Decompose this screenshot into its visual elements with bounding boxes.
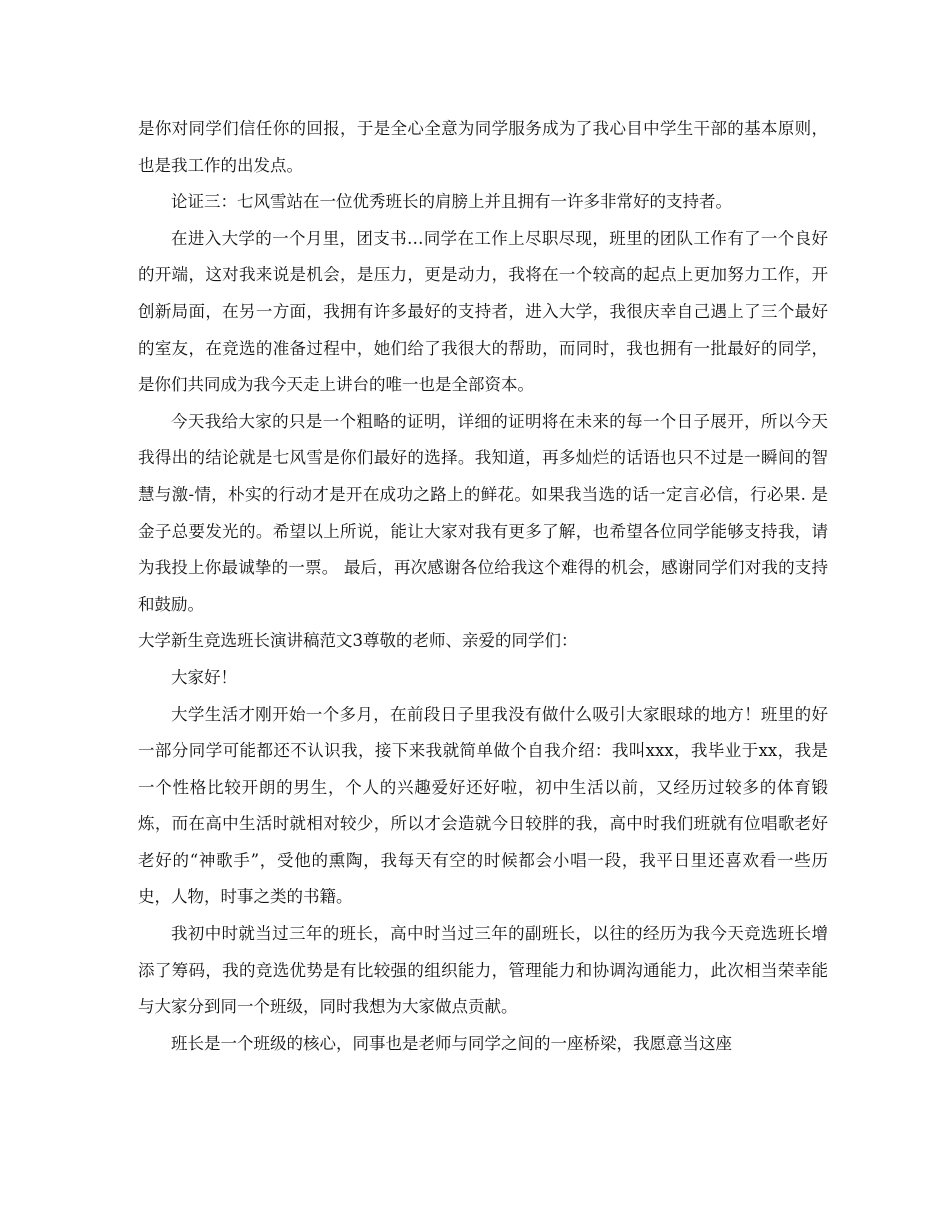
greeting: 大家好！ [171, 667, 237, 687]
paragraph-2: 论证三：七风雪站在一位优秀班长的肩膀上并且拥有一许多非常好的支持者。 [171, 192, 732, 212]
paragraph-3: 在进入大学的一个月里，团支书…同学在工作上尽职尽现，班里的团队工作有了一个良好的开端，这对我来说是机会，是压力，更是动力，我将在一个较高的起点上更加努力工作，开创新局面，在另一方面，我拥有许多最好的支持者，进入大学，我很庆幸自己遇上了三个最好的室友，在竞选的准备过程中，她们给了我很大的帮助，而同时，我也拥有一批最好的同学，是你们共同成为我今天走上讲台的唯一也是全部资本。 [138, 228, 828, 395]
paragraph-1: 是你对同学们信任你的回报，于是全心全意为同学服务成为了我心目中学生干部的基本原则，也是我工作的出发点。 [138, 119, 828, 175]
paragraph-6: 我初中时就当过三年的班长，高中时当过三年的副班长，以往的经历为我今天竞选班长增添了筹码，我的竞选优势是有比较强的组织能力，管理能力和协调沟通能力，此次相当荣幸能与大家分到同一个班级，同时我想为大家做点贡献。 [138, 924, 828, 1017]
paragraph-5: 大学生活才刚开始一个多月，在前段日子里我没有做什么吸引大家眼球的地方！班里的好一部分同学可能都还不认识我，接下来我就简单做个自我介绍：我叫xxx，我毕业于xx，我是一个性格比较开朗的男生，个人的兴趣爱好还好啦，初中生活以前，又经历过较多的体育锻炼，而在高中生活时就相对较少，所以才会造就今日较胖的我，高中时我们班就有位唱歌老好老好的“神歌手”，受他的熏陶，我每天有空的时候都会小唱一段，我平日里还喜欢看一些历史，人物，时事之类的书籍。 [138, 704, 828, 907]
section-heading: 大学新生竞选班长演讲稿范文3尊敬的老师、亲爱的同学们： [138, 631, 578, 651]
document-body [138, 111, 828, 1062]
paragraph-4: 今天我给大家的只是一个粗略的证明，详细的证明将在未来的每一个日子展开，所以今天我得出的结论就是七风雪是你们最好的选择。我知道，再多灿烂的话语也只不过是一瞬间的智慧与激-情，朴实的行动才是开在成功之路上的鲜花。如果我当选的话一定言必信，行必果. 是金子总要发光的。希望以上所说，能让大家对我有更多了解，也希望各位同学能够支持我，请为我投上你最诚挚的一票。 最后，再次感谢各位给我这个难得的机会，感谢同学们对我的支持和鼓励。 [138, 411, 828, 614]
paragraph-7: 班长是一个班级的核心，同事也是老师与同学之间的一座桥梁，我愿意当这座 [171, 1033, 732, 1053]
